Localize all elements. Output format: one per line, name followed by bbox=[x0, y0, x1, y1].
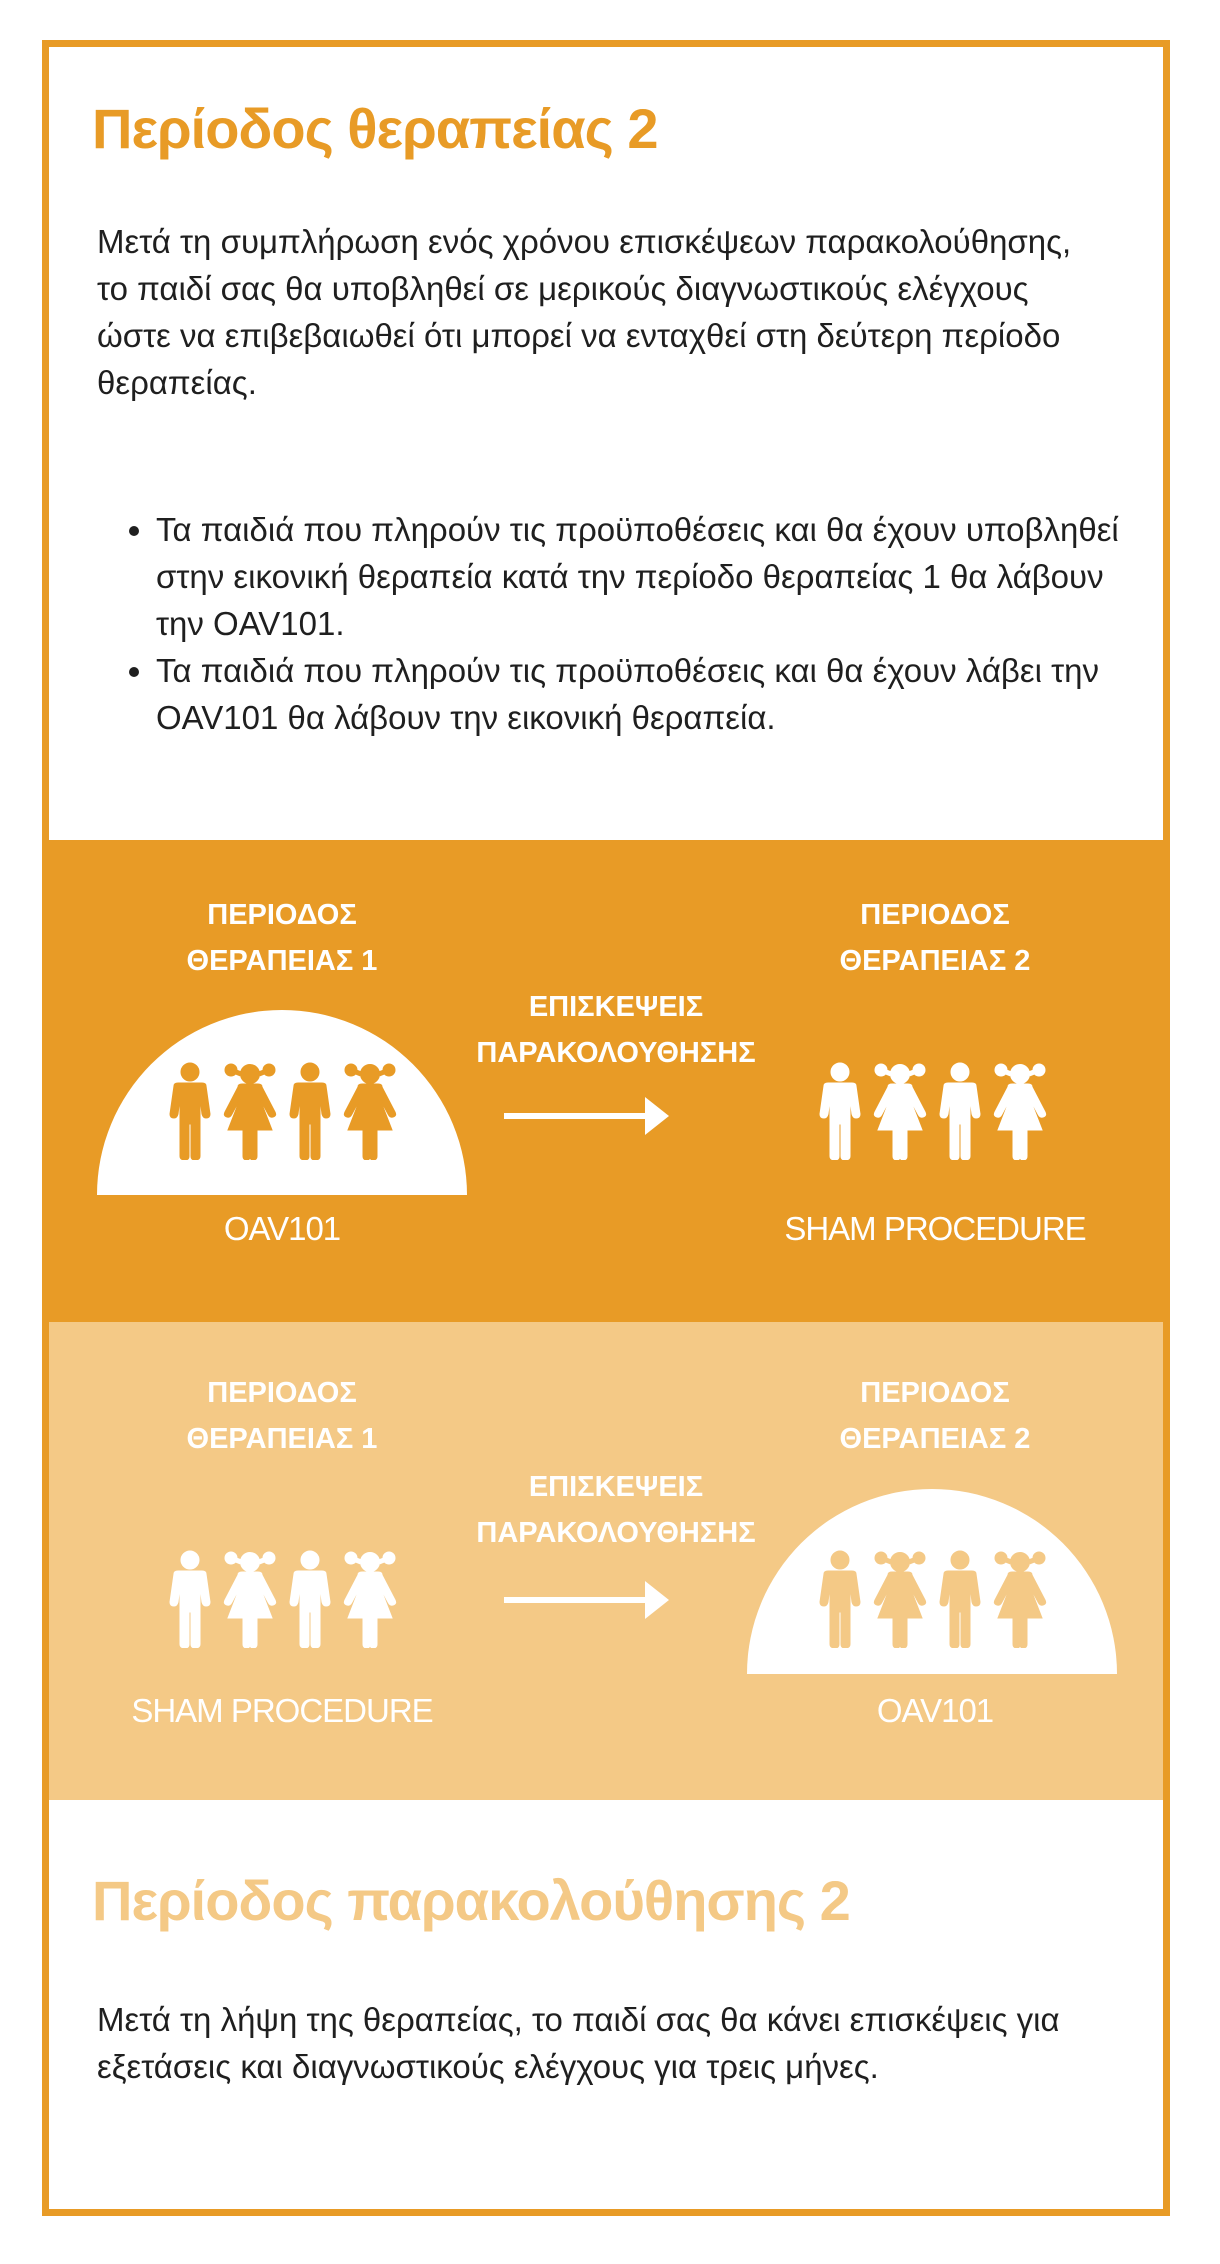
list-item: • Τα παιδιά που πληρούν τις προϋποθέσεις και θα έχουν υποβληθεί στην εικονική θεραπεία κατά την περίοδο θεραπείας 1 θα λάβουν την OAV101. bbox=[156, 506, 1156, 647]
child-girl-icon bbox=[224, 1552, 275, 1648]
child-boy-icon bbox=[170, 1551, 210, 1648]
diagram-row-oav-first bbox=[49, 840, 1163, 1322]
period-label-left bbox=[122, 892, 442, 984]
child-boy-icon bbox=[940, 1063, 980, 1160]
label-line: ΠΕΡΙΟΔΟΣ bbox=[207, 1377, 357, 1409]
children-group-left-icon bbox=[170, 1551, 396, 1648]
list-item: • Τα παιδιά που πληρούν τις προϋποθέσεις και θα έχουν λάβει την OAV101 θα λάβουν την εικονική θεραπεία. bbox=[156, 647, 1156, 741]
label-line: ΘΕΡΑΠΕΙΑΣ 1 bbox=[186, 945, 378, 977]
treatment-dome bbox=[97, 1010, 467, 1195]
intro-paragraph: Μετά τη συμπλήρωση ενός χρόνου επισκέψεων παρακολούθησης, το παιδί σας θα υποβληθεί σε μερικούς διαγνωστικούς ελέγχους ώστε να επιβεβαιωθεί ότι μπορεί να ενταχθεί στη δεύτερη περίοδο θεραπείας. bbox=[97, 223, 1072, 401]
bullet-list bbox=[92, 506, 1156, 741]
child-boy-icon bbox=[820, 1063, 860, 1160]
label-line: ΕΠΙΣΚΕΨΕΙΣ bbox=[528, 991, 704, 1023]
label-line: ΠΑΡΑΚΟΛΟΥΘΗΣΗΣ bbox=[476, 1037, 756, 1069]
label-line: ΠΑΡΑΚΟΛΟΥΘΗΣΗΣ bbox=[476, 1517, 756, 1549]
label-line: ΘΕΡΑΠΕΙΑΣ 2 bbox=[839, 945, 1031, 977]
followup-label bbox=[426, 1464, 806, 1556]
period-label-left bbox=[122, 1370, 442, 1462]
treatment-label-left: SHAM PROCEDURE bbox=[131, 1692, 433, 1729]
label-line: ΕΠΙΣΚΕΨΕΙΣ bbox=[528, 1471, 704, 1503]
child-girl-icon bbox=[874, 1064, 925, 1160]
child-girl-icon bbox=[344, 1552, 395, 1648]
children-group-right-icon bbox=[820, 1063, 1046, 1160]
treatment-label-right: OAV101 bbox=[876, 1692, 994, 1729]
label-line: ΠΕΡΙΟΔΟΣ bbox=[860, 1377, 1010, 1409]
child-girl-icon bbox=[994, 1064, 1045, 1160]
period-label-right bbox=[775, 892, 1095, 984]
followup-label bbox=[446, 984, 786, 1076]
diagram-row-sham-first bbox=[49, 1322, 1163, 1800]
label-line: ΠΕΡΙΟΔΟΣ bbox=[207, 899, 357, 931]
treatment-label-right: SHAM PROCEDURE bbox=[784, 1210, 1086, 1247]
label-line: ΘΕΡΑΠΕΙΑΣ 2 bbox=[839, 1423, 1031, 1455]
label-line: ΠΕΡΙΟΔΟΣ bbox=[860, 899, 1010, 931]
label-line: ΘΕΡΑΠΕΙΑΣ 1 bbox=[186, 1423, 378, 1455]
arrow-right-icon bbox=[504, 1581, 669, 1619]
child-boy-icon bbox=[290, 1551, 330, 1648]
section-title: Περίοδος παρακολούθησης 2 bbox=[92, 1869, 850, 1932]
page-title: Περίοδος θεραπείας 2 bbox=[92, 97, 658, 160]
treatment-label-left: OAV101 bbox=[223, 1210, 341, 1247]
period-label-right bbox=[775, 1370, 1095, 1462]
arrow-right-icon bbox=[504, 1097, 669, 1135]
followup-paragraph: Μετά τη λήψη της θεραπείας, το παιδί σας θα κάνει επισκέψεις για εξετάσεις και διαγνωστικούς ελέγχους για τρεις μήνες. bbox=[97, 2001, 1060, 2085]
